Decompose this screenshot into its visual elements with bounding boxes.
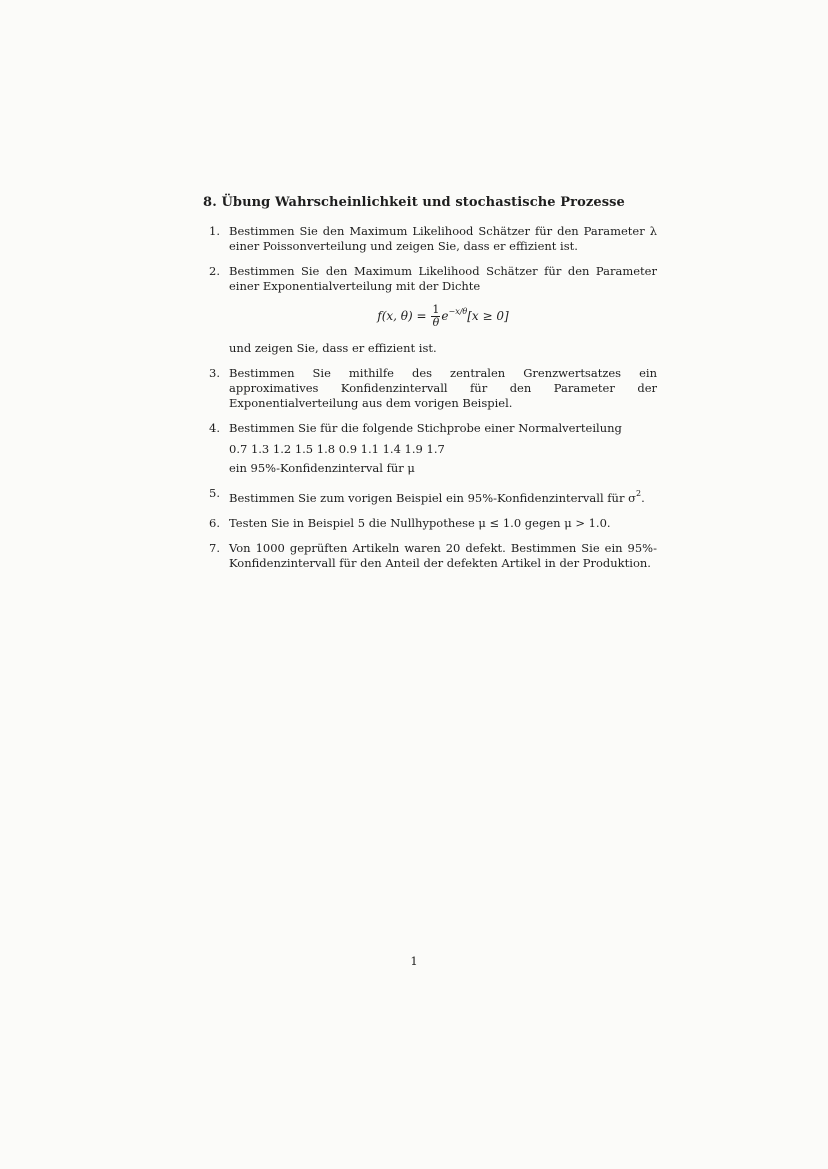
exercise-text: Testen Sie in Beispiel 5 die Nullhypothese μ ≤ 1.0 gegen μ > 1.0. bbox=[229, 516, 611, 530]
exercise-tail: . bbox=[641, 491, 645, 505]
exercise-7 bbox=[209, 541, 657, 571]
density-formula bbox=[229, 304, 657, 329]
page-title: 8. Übung Wahrscheinlichkeit und stochastische Prozesse bbox=[203, 195, 625, 210]
exercise-text: Bestimmen Sie für die folgende Stichprobe einer Normalverteilung bbox=[229, 421, 622, 435]
formula-exp-base: e bbox=[441, 309, 449, 323]
exercise-text: Bestimmen Sie zum vorigen Beispiel ein 95%-Konfidenzintervall für σ bbox=[229, 491, 636, 505]
exercise-continuation: und zeigen Sie, dass er effizient ist. bbox=[229, 341, 437, 355]
exercise-number: 6. bbox=[209, 516, 220, 530]
formula-indicator: [x ≥ 0] bbox=[467, 309, 509, 323]
page-number: 1 bbox=[410, 954, 418, 968]
exercise-number: 7. bbox=[209, 541, 220, 555]
exercise-text: Bestimmen Sie den Maximum Likelihood Schätzer für den Parameter λ einer Poissonverteilung und zeigen Sie, dass er effizient ist. bbox=[229, 224, 657, 253]
exercise-text: Bestimmen Sie mithilfe des zentralen Grenzwertsatzes ein approximatives Konfidenzintervall für den Parameter der Exponentialverteilung aus dem vorigen Beispiel. bbox=[229, 366, 657, 410]
exercise-number: 2. bbox=[209, 264, 220, 278]
exercise-4 bbox=[209, 421, 657, 476]
exponent-superscript: 2 bbox=[635, 489, 642, 498]
exercise-5 bbox=[209, 486, 657, 506]
exercise-3 bbox=[209, 366, 657, 411]
exercise-continuation: ein 95%-Konfidenzinterval für μ bbox=[229, 461, 415, 475]
exercise-2 bbox=[209, 264, 657, 356]
exercise-number: 5. bbox=[209, 486, 220, 500]
formula-lhs: f(x, θ) = bbox=[377, 309, 427, 323]
formula-fraction bbox=[431, 304, 440, 329]
exercise-text: Von 1000 geprüften Artikeln waren 20 defekt. Bestimmen Sie ein 95%-Konfidenzintervall für den Anteil der defekten Artikel in der Produktion. bbox=[229, 541, 657, 570]
sample-data: 0.7 1.3 1.2 1.5 1.8 0.9 1.1 1.4 1.9 1.7 bbox=[229, 442, 445, 456]
exercise-number: 3. bbox=[209, 366, 220, 380]
exercise-number: 4. bbox=[209, 421, 220, 435]
exercise-list bbox=[209, 224, 657, 581]
exercise-text: Bestimmen Sie den Maximum Likelihood Schätzer für den Parameter einer Exponentialverteilung mit der Dichte bbox=[229, 264, 657, 293]
formula-exponent: −x/θ bbox=[448, 307, 468, 316]
fraction-numerator: 1 bbox=[432, 303, 440, 316]
exercise-1 bbox=[209, 224, 657, 254]
exercise-number: 1. bbox=[209, 224, 220, 238]
exercise-6 bbox=[209, 516, 657, 531]
fraction-denominator: θ bbox=[432, 316, 440, 329]
